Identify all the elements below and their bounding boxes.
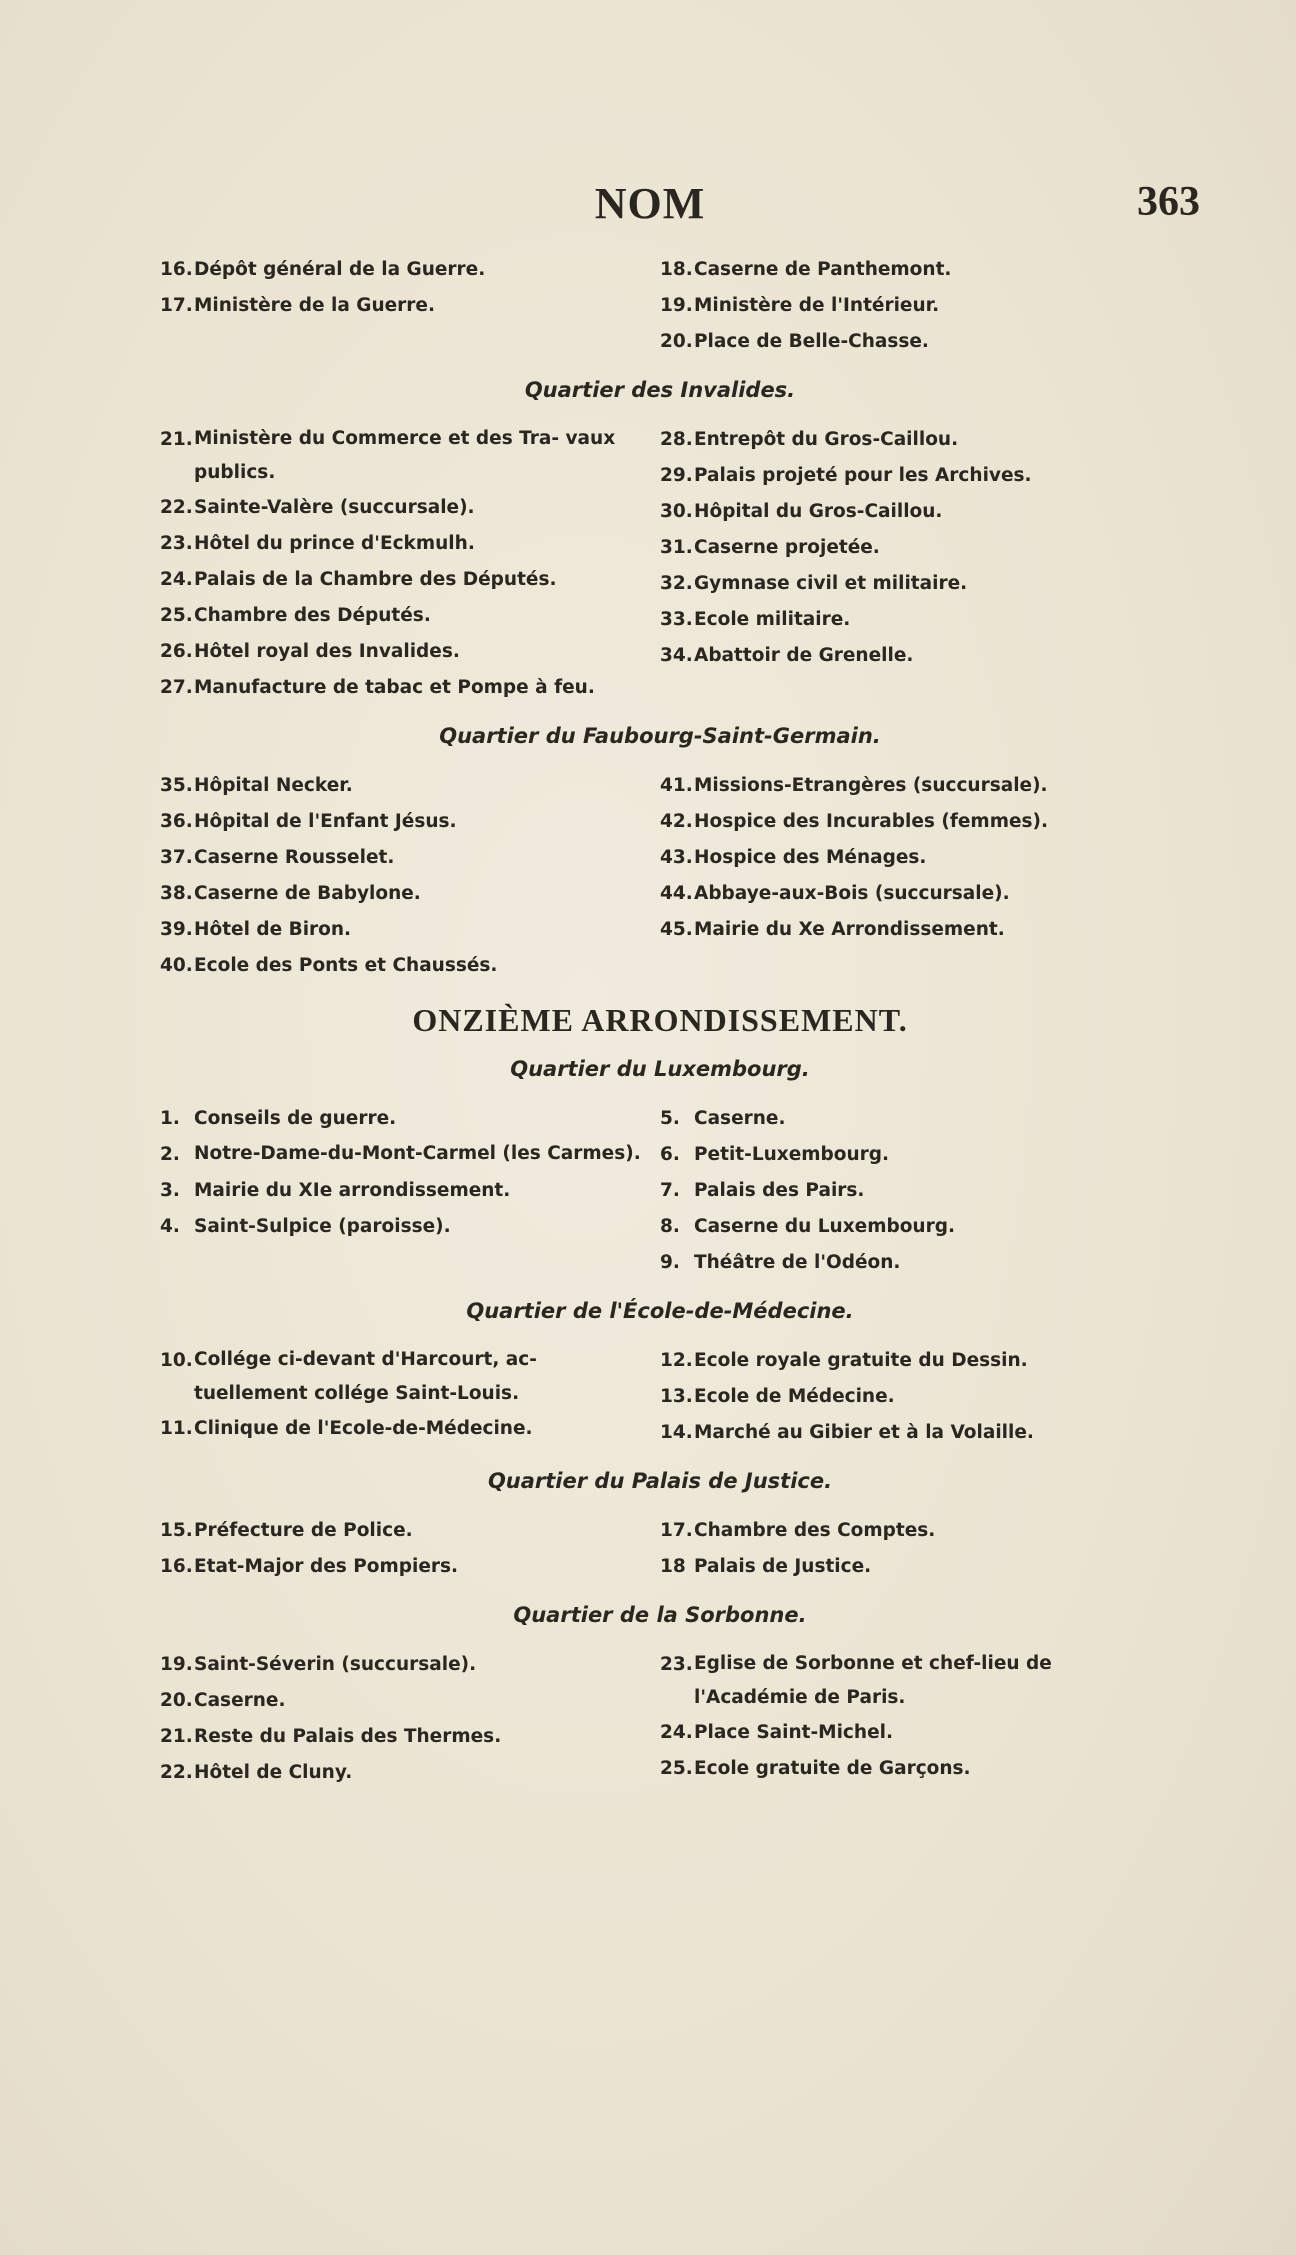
item-text: Caserne projetée. xyxy=(694,537,880,558)
list-item xyxy=(660,1379,1160,1415)
item-text: Place Saint-Michel. xyxy=(694,1722,893,1743)
item-number: 25. xyxy=(160,605,193,626)
left-column xyxy=(160,1101,650,1281)
item-text: Caserne de Panthemont. xyxy=(694,259,952,280)
page-number: 363 xyxy=(1137,179,1200,225)
right-column xyxy=(660,1343,1160,1451)
item-text: Conseils de guerre. xyxy=(194,1108,397,1129)
section-continuation xyxy=(160,252,1160,360)
left-column xyxy=(160,768,650,984)
section-heading: Quartier de la Sorbonne. xyxy=(513,1603,807,1627)
item-text: Hôpital Necker. xyxy=(194,775,353,796)
item-number: 41. xyxy=(660,775,693,796)
item-number: 14. xyxy=(660,1422,693,1443)
item-text: Palais des Pairs. xyxy=(694,1180,865,1201)
list-item xyxy=(660,1209,1160,1245)
section-heading: Quartier du Palais de Justice. xyxy=(487,1469,833,1493)
item-number: 15. xyxy=(160,1520,193,1541)
list-item xyxy=(660,252,1160,288)
item-text: Caserne du Luxembourg. xyxy=(694,1216,955,1237)
list-item xyxy=(160,768,650,804)
list-item xyxy=(160,1173,650,1209)
list-item xyxy=(160,948,650,984)
item-number: 10. xyxy=(160,1350,193,1371)
list-item xyxy=(160,490,650,526)
section-heading: Quartier du Faubourg-Saint-Germain. xyxy=(439,724,881,748)
item-number: 28. xyxy=(660,429,693,450)
item-text: Hôtel de Cluny. xyxy=(194,1762,353,1783)
list-item xyxy=(660,1245,1160,1281)
item-text: Hôtel du prince d'Eckmulh. xyxy=(194,533,475,554)
list-item xyxy=(660,1343,1160,1379)
section-sorbonne xyxy=(160,1647,1160,1791)
item-number: 21. xyxy=(160,1726,193,1747)
item-text: Hôtel royal des Invalides. xyxy=(194,641,460,662)
list-item xyxy=(660,494,1160,530)
item-number: 29. xyxy=(660,465,693,486)
item-text: Caserne. xyxy=(194,1690,286,1711)
item-number: 44. xyxy=(660,883,693,904)
item-number: 38. xyxy=(160,883,193,904)
item-text: Hospice des Ménages. xyxy=(694,847,927,868)
item-number: 18 xyxy=(660,1556,686,1577)
list-item xyxy=(660,1715,1160,1751)
list-item xyxy=(660,1415,1160,1451)
section-palais-de-justice xyxy=(160,1513,1160,1585)
section-heading: Quartier de l'École-de-Médecine. xyxy=(466,1299,854,1323)
item-number: 20. xyxy=(160,1690,193,1711)
right-column xyxy=(660,422,1160,706)
list-item xyxy=(160,1647,650,1683)
item-number: 13. xyxy=(660,1386,693,1407)
list-item xyxy=(160,1137,650,1173)
list-item xyxy=(660,602,1160,638)
item-text: Missions-Etrangères (succursale). xyxy=(694,775,1048,796)
section-heading: Quartier du Luxembourg. xyxy=(510,1057,810,1081)
list-item xyxy=(160,598,650,634)
item-number: 8. xyxy=(660,1216,680,1237)
item-number: 1. xyxy=(160,1108,180,1129)
item-text: Préfecture de Police. xyxy=(194,1520,413,1541)
item-text: Palais de la Chambre des Députés. xyxy=(194,569,557,590)
item-text: Saint-Sulpice (paroisse). xyxy=(194,1216,451,1237)
item-number: 23. xyxy=(660,1654,693,1675)
item-number: 40. xyxy=(160,955,193,976)
list-item xyxy=(660,566,1160,602)
list-item xyxy=(660,324,1160,360)
list-item xyxy=(160,526,650,562)
list-item xyxy=(160,912,650,948)
list-item xyxy=(160,1719,650,1755)
item-number: 35. xyxy=(160,775,193,796)
list-item xyxy=(160,422,650,490)
list-item xyxy=(160,1683,650,1719)
item-number: 33. xyxy=(660,609,693,630)
item-text: Palais projeté pour les Archives. xyxy=(694,465,1032,486)
arrondissement-heading: ONZIÈME ARRONDISSEMENT. xyxy=(412,1002,908,1038)
list-item xyxy=(660,530,1160,566)
item-number: 11. xyxy=(160,1418,193,1439)
item-number: 2. xyxy=(160,1144,180,1165)
item-number: 43. xyxy=(660,847,693,868)
list-item xyxy=(160,252,650,288)
list-item xyxy=(160,670,650,706)
item-text: Ecole gratuite de Garçons. xyxy=(694,1758,971,1779)
item-text: Petit-Luxembourg. xyxy=(694,1144,890,1165)
item-number: 17. xyxy=(160,295,193,316)
left-column xyxy=(160,252,650,360)
item-text: Chambre des Députés. xyxy=(194,605,431,626)
item-text: Caserne de Babylone. xyxy=(194,883,421,904)
list-item xyxy=(660,768,1160,804)
item-text: Chambre des Comptes. xyxy=(694,1520,936,1541)
list-item xyxy=(160,1209,650,1245)
right-column xyxy=(660,252,1160,360)
left-column xyxy=(160,1343,650,1451)
item-number: 6. xyxy=(660,1144,680,1165)
item-text: Entrepôt du Gros-Caillou. xyxy=(694,429,959,450)
item-text: Marché au Gibier et à la Volaille. xyxy=(694,1422,1034,1443)
right-column xyxy=(660,768,1160,984)
item-number: 31. xyxy=(660,537,693,558)
item-text: Ecole militaire. xyxy=(694,609,851,630)
item-text: Hôtel de Biron. xyxy=(194,919,352,940)
item-number: 22. xyxy=(160,1762,193,1783)
item-text: Ministère du Commerce et des Tra- vaux publics. xyxy=(194,428,616,483)
list-item xyxy=(160,1411,650,1447)
item-number: 22. xyxy=(160,497,193,518)
item-number: 16. xyxy=(160,1556,193,1577)
list-item xyxy=(660,1513,1160,1549)
list-item xyxy=(160,1513,650,1549)
right-column xyxy=(660,1647,1160,1791)
item-number: 19. xyxy=(660,295,693,316)
item-number: 32. xyxy=(660,573,693,594)
item-number: 42. xyxy=(660,811,693,832)
left-column xyxy=(160,422,650,706)
right-column xyxy=(660,1513,1160,1585)
item-text: Clinique de l'Ecole-de-Médecine. xyxy=(194,1418,533,1439)
item-text: Caserne Rousselet. xyxy=(194,847,395,868)
item-text: Ecole des Ponts et Chaussés. xyxy=(194,955,498,976)
list-item xyxy=(160,1101,650,1137)
item-text: Collége ci-devant d'Harcourt, ac- tuellement collége Saint-Louis. xyxy=(194,1349,537,1404)
item-text: Etat-Major des Pompiers. xyxy=(194,1556,459,1577)
list-item xyxy=(660,1549,1160,1585)
item-text: Hospice des Incurables (femmes). xyxy=(694,811,1049,832)
item-number: 26. xyxy=(160,641,193,662)
list-item xyxy=(660,288,1160,324)
item-text: Palais de Justice. xyxy=(694,1556,872,1577)
item-text: Saint-Séverin (succursale). xyxy=(194,1654,477,1675)
list-item xyxy=(660,1101,1160,1137)
list-item xyxy=(160,876,650,912)
item-text: Caserne. xyxy=(694,1108,786,1129)
list-item xyxy=(660,876,1160,912)
item-number: 45. xyxy=(660,919,693,940)
item-number: 24. xyxy=(660,1722,693,1743)
list-item xyxy=(160,840,650,876)
section-luxembourg xyxy=(160,1101,1160,1281)
item-text: Mairie du Xe Arrondissement. xyxy=(694,919,1005,940)
item-text: Abbaye-aux-Bois (succursale). xyxy=(694,883,1010,904)
page-content xyxy=(160,252,1160,1791)
item-text: Reste du Palais des Thermes. xyxy=(194,1726,502,1747)
item-number: 39. xyxy=(160,919,193,940)
list-item xyxy=(660,840,1160,876)
list-item xyxy=(660,912,1160,948)
list-item xyxy=(160,1549,650,1585)
list-item xyxy=(160,562,650,598)
item-text: Notre-Dame-du-Mont-Carmel (les Carmes). xyxy=(194,1143,641,1164)
list-item xyxy=(160,288,650,324)
list-item xyxy=(160,634,650,670)
item-number: 21. xyxy=(160,429,193,450)
item-number: 37. xyxy=(160,847,193,868)
item-number: 18. xyxy=(660,259,693,280)
list-item xyxy=(160,804,650,840)
list-item xyxy=(660,804,1160,840)
item-number: 5. xyxy=(660,1108,680,1129)
item-text: Gymnase civil et militaire. xyxy=(694,573,968,594)
item-text: Eglise de Sorbonne et chef-lieu de l'Académie de Paris. xyxy=(694,1653,1052,1708)
item-number: 36. xyxy=(160,811,193,832)
list-item xyxy=(160,1755,650,1791)
item-text: Ministère de la Guerre. xyxy=(194,295,435,316)
section-heading: Quartier des Invalides. xyxy=(524,378,796,402)
item-number: 30. xyxy=(660,501,693,522)
item-number: 25. xyxy=(660,1758,693,1779)
item-number: 16. xyxy=(160,259,193,280)
item-number: 23. xyxy=(160,533,193,554)
item-text: Sainte-Valère (succursale). xyxy=(194,497,475,518)
item-text: Hôpital de l'Enfant Jésus. xyxy=(194,811,457,832)
item-text: Ecole de Médecine. xyxy=(694,1386,895,1407)
list-item xyxy=(660,1751,1160,1787)
item-text: Ecole royale gratuite du Dessin. xyxy=(694,1350,1028,1371)
left-column xyxy=(160,1647,650,1791)
item-text: Manufacture de tabac et Pompe à feu. xyxy=(194,677,595,698)
item-number: 7. xyxy=(660,1180,680,1201)
right-column xyxy=(660,1101,1160,1281)
page-header xyxy=(0,178,1296,238)
list-item xyxy=(660,1173,1160,1209)
item-text: Abattoir de Grenelle. xyxy=(694,645,914,666)
item-number: 17. xyxy=(660,1520,693,1541)
item-number: 24. xyxy=(160,569,193,590)
item-number: 9. xyxy=(660,1252,680,1273)
item-number: 19. xyxy=(160,1654,193,1675)
list-item xyxy=(160,1343,650,1411)
section-ecole-de-medecine xyxy=(160,1343,1160,1451)
list-item xyxy=(660,458,1160,494)
section-invalides xyxy=(160,422,1160,706)
item-text: Mairie du XIe arrondissement. xyxy=(194,1180,511,1201)
left-column xyxy=(160,1513,650,1585)
list-item xyxy=(660,1137,1160,1173)
item-text: Ministère de l'Intérieur. xyxy=(694,295,940,316)
item-number: 12. xyxy=(660,1350,693,1371)
item-number: 27. xyxy=(160,677,193,698)
item-text: Hôpital du Gros-Caillou. xyxy=(694,501,943,522)
section-faubourg-saint-germain xyxy=(160,768,1160,984)
item-number: 20. xyxy=(660,331,693,352)
item-text: Dépôt général de la Guerre. xyxy=(194,259,486,280)
item-number: 34. xyxy=(660,645,693,666)
running-head: NOM xyxy=(594,179,706,228)
list-item xyxy=(660,1647,1160,1715)
item-number: 3. xyxy=(160,1180,180,1201)
item-number: 4. xyxy=(160,1216,180,1237)
item-text: Place de Belle-Chasse. xyxy=(694,331,929,352)
list-item xyxy=(660,638,1160,674)
list-item xyxy=(660,422,1160,458)
item-text: Théâtre de l'Odéon. xyxy=(694,1252,901,1273)
